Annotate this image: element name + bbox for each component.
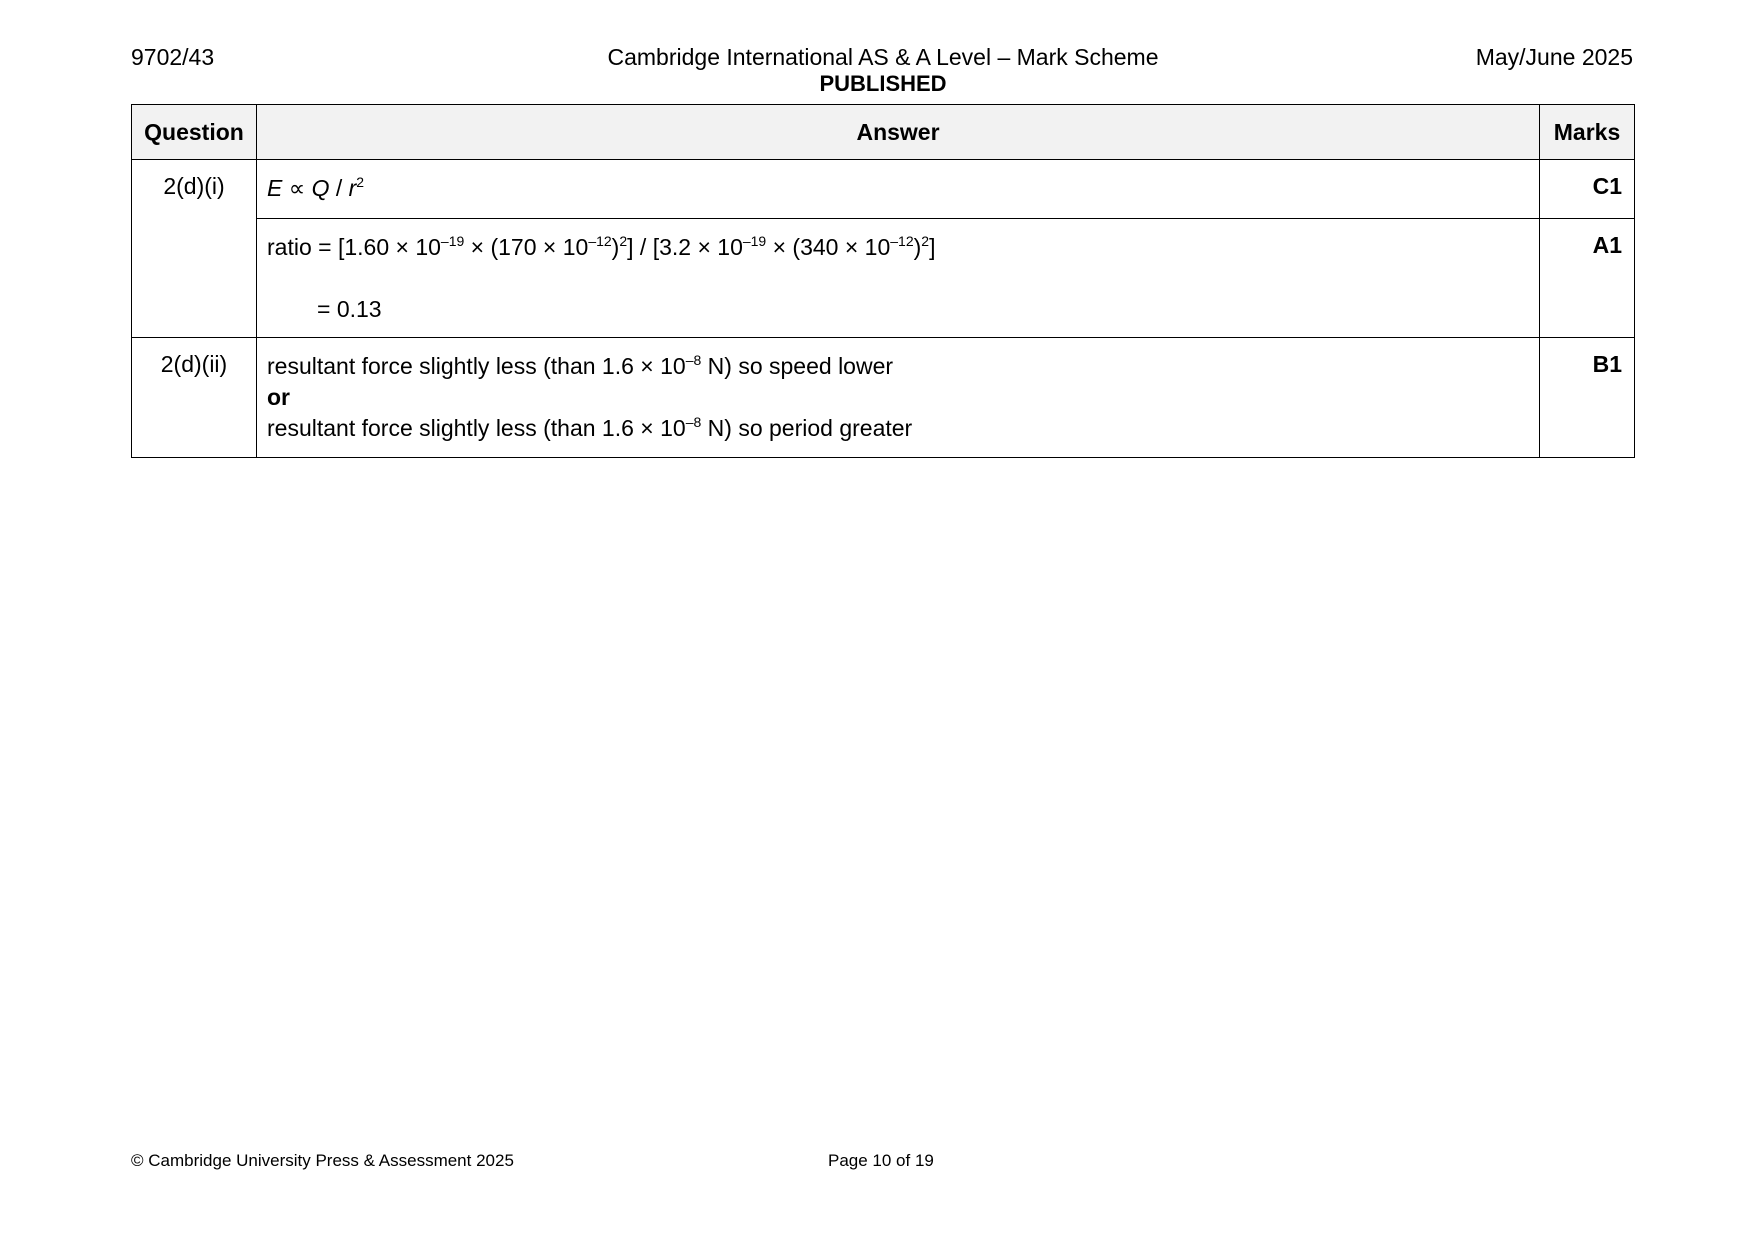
answer-text: resultant force slightly less (than 1.6 × 10 <box>267 353 686 379</box>
exponent: 2 <box>356 174 365 190</box>
expression-part: × (340 × 10 <box>766 234 891 260</box>
expression-part: × (170 × 10 <box>464 234 589 260</box>
question-number: 2(d)(i) <box>132 160 257 338</box>
table-row <box>132 160 1635 219</box>
mark-code: C1 <box>1540 160 1635 219</box>
exponent: –19 <box>742 233 767 249</box>
status-label: PUBLISHED <box>819 71 947 96</box>
answer-line-speed <box>267 351 1529 382</box>
division-slash: / <box>329 175 349 201</box>
answer-text: resultant force slightly less (than 1.6 × 10 <box>267 415 686 441</box>
column-header-question: Question <box>132 105 257 160</box>
answer-text: N) so period greater <box>701 415 913 441</box>
exponent: –12 <box>890 233 914 249</box>
exponent: 2 <box>921 233 930 249</box>
expression-part: ) <box>913 234 922 260</box>
expression-part: ) <box>611 234 620 260</box>
answer-line-period <box>267 413 1529 444</box>
proportional-symbol: ∝ <box>282 175 312 201</box>
mark-code: A1 <box>1540 219 1635 338</box>
ratio-result: = 0.13 <box>317 296 382 322</box>
table-row <box>132 338 1635 458</box>
or-separator: or <box>267 384 290 410</box>
symbol-e: E <box>267 175 283 201</box>
paper-code: 9702/43 <box>131 44 215 70</box>
exponent: 2 <box>619 233 628 249</box>
mark-scheme-table <box>131 104 1635 458</box>
expression-part: ratio = [1.60 × 10 <box>267 234 441 260</box>
spacer <box>267 263 1529 294</box>
column-header-marks: Marks <box>1540 105 1635 160</box>
answer-cell <box>257 338 1540 458</box>
table-header-row <box>132 105 1635 160</box>
answer-cell <box>257 219 1540 338</box>
symbol-r: r <box>348 175 357 201</box>
table-row <box>132 219 1635 338</box>
document-title: Cambridge International AS & A Level – Mark Scheme <box>607 44 1159 70</box>
exponent: –19 <box>440 233 465 249</box>
expression-part: ] / [3.2 × 10 <box>627 234 743 260</box>
question-number: 2(d)(ii) <box>132 338 257 458</box>
answer-cell <box>257 160 1540 219</box>
exam-session: May/June 2025 <box>1475 44 1633 70</box>
exponent: –8 <box>685 414 702 430</box>
exponent: –8 <box>685 352 702 368</box>
column-header-answer: Answer <box>257 105 1540 160</box>
page-number: Page 10 of 19 <box>828 1151 934 1170</box>
expression-part: ] <box>929 234 936 260</box>
symbol-q: Q <box>311 175 330 201</box>
answer-text: N) so speed lower <box>701 353 894 379</box>
copyright-notice: © Cambridge University Press & Assessment 2025 <box>131 1151 514 1170</box>
exponent: –12 <box>588 233 612 249</box>
ratio-expression <box>267 232 1529 263</box>
mark-code: B1 <box>1540 338 1635 458</box>
